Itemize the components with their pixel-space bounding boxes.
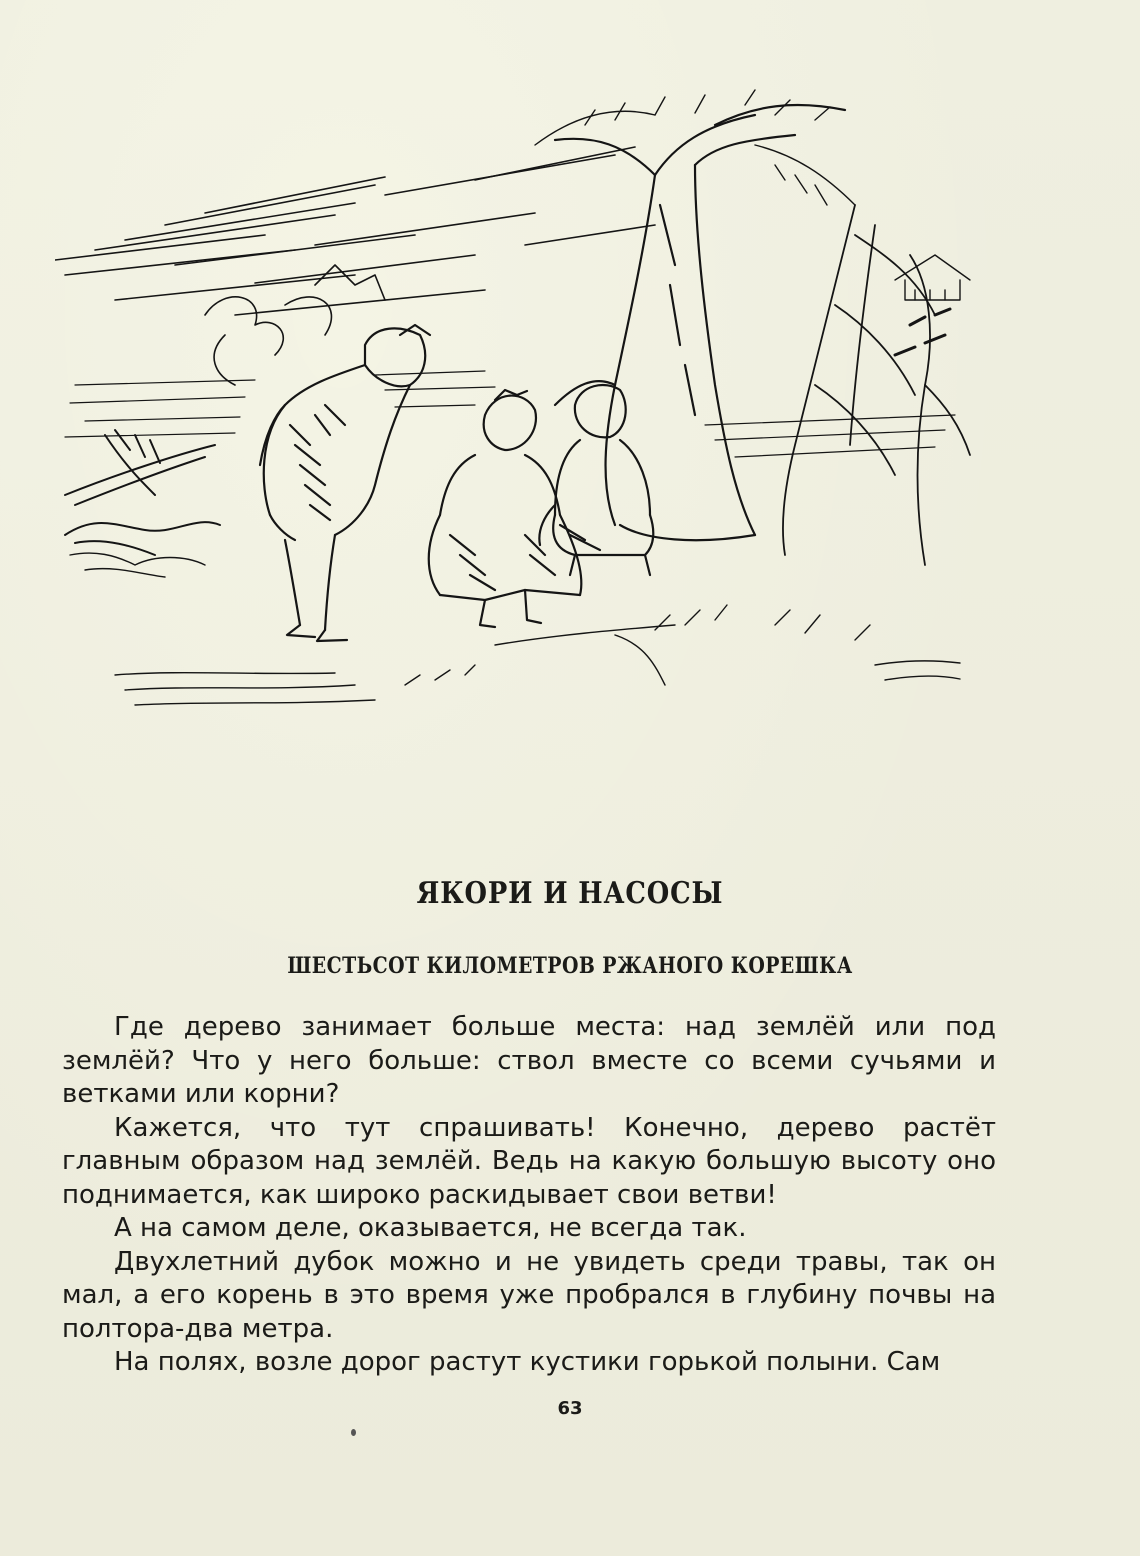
- sky-streaks: [55, 147, 655, 315]
- left-shore: [65, 430, 220, 555]
- standing-boy: [260, 325, 430, 641]
- paragraph: На полях, возле дорог растут кустики горькой полыни. Сам: [114, 1347, 941, 1377]
- paragraph: А на самом деле, оказывается, не всегда так.: [114, 1213, 747, 1243]
- page-number: 63: [557, 1398, 583, 1419]
- paragraph: Где дерево занимает больше места: над землёй или под землёй? Что у него больше: ствол вместе со всеми сучьями и ветками или корни?: [62, 1012, 996, 1109]
- ground-grass: [70, 553, 960, 705]
- paragraph: Двухлетний дубок можно и не увидеть среди травы, так он мал, а его корень в это время уже пробрался в глубину почвы на полтора-два метра.: [62, 1246, 996, 1344]
- chapter-title: ЯКОРИ И НАСОСЫ: [416, 876, 724, 911]
- dark-leaves: [895, 309, 950, 355]
- paragraph: Кажется, что тут спрашивать! Конечно, дерево растёт главным образом над землёй. Ведь на какую большую высоту оно поднимается, как широко раскидывает свои ветви!: [62, 1112, 996, 1210]
- section-title: ШЕСТЬСОТ КИЛОМЕТРОВ РЖАНОГО КОРЕШКА: [287, 953, 853, 979]
- ink-speck: [351, 1429, 356, 1436]
- sitting-boy-center: [429, 390, 582, 627]
- sitting-boy-right: [539, 385, 653, 575]
- distant-house: [895, 255, 970, 300]
- tree-trunk: [555, 105, 845, 540]
- right-trees: [783, 205, 970, 565]
- water-lines: [65, 371, 955, 457]
- illustration-three-boys-under-tree-icon: [55, 85, 1000, 725]
- body-text: [62, 1011, 996, 1380]
